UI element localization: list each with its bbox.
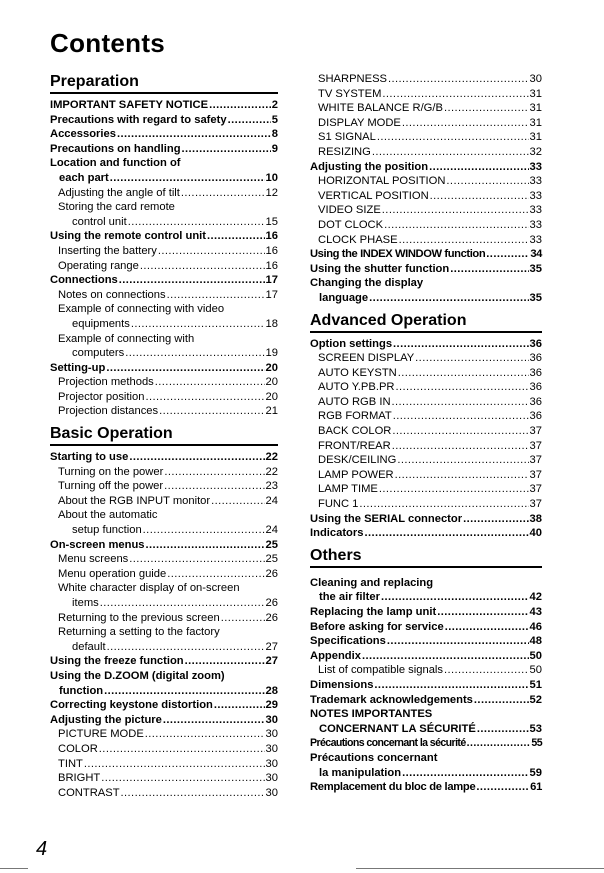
toc-entry[interactable]: Using the freeze function ..... 27 bbox=[50, 654, 278, 669]
toc-subentry[interactable]: AUTO KEYSTN ..... 36 bbox=[310, 366, 542, 381]
toc-subentry[interactable]: PICTURE MODE ..... 30 bbox=[50, 727, 278, 742]
toc-subentry[interactable]: DISPLAY MODE ..... 31 bbox=[310, 116, 542, 131]
toc-entry[interactable]: Starting to use ..... 22 bbox=[50, 450, 278, 465]
footer-rule bbox=[0, 868, 28, 869]
toc-subentry[interactable]: RGB FORMAT ..... 36 bbox=[310, 409, 542, 424]
toc-subentry[interactable]: LAMP TIME ..... 37 bbox=[310, 482, 542, 497]
toc-subentry[interactable]: Operating range ..... 16 bbox=[50, 259, 278, 274]
toc-entry[interactable]: Replacing the lamp unit ..... 43 bbox=[310, 605, 542, 620]
toc-subentry[interactable]: Adjusting the angle of tilt ..... 12 bbox=[50, 186, 278, 201]
toc-entry-line: Using the D.ZOOM (digital zoom) bbox=[50, 669, 225, 682]
toc-subentry[interactable]: Turning on the power ..... 22 bbox=[50, 465, 278, 480]
toc-subentry[interactable]: AUTO Y.PB.PR ..... 36 bbox=[310, 380, 542, 395]
toc-entry[interactable]: IMPORTANT SAFETY NOTICE ..... 2 bbox=[50, 98, 278, 113]
section-heading-advanced-operation: Advanced Operation bbox=[310, 311, 542, 333]
toc-subentry[interactable]: Projection methods ..... 20 bbox=[50, 375, 278, 390]
toc-subentry-line: White character display of on-screen bbox=[58, 582, 240, 595]
toc-subentry[interactable]: DOT CLOCK ..... 33 bbox=[310, 218, 542, 233]
toc-subentry[interactable]: Returning to the previous screen ..... 26 bbox=[50, 611, 278, 626]
toc-subentry[interactable]: COLOR ..... 30 bbox=[50, 742, 278, 757]
toc-entry[interactable]: the air filter ..... 42 bbox=[310, 590, 542, 605]
toc-entry[interactable]: Using the INDEX WINDOW function ..... 34 bbox=[310, 247, 542, 262]
toc-subentry[interactable]: items ..... 26 bbox=[50, 596, 278, 611]
toc-subentry[interactable]: BRIGHT ..... 30 bbox=[50, 771, 278, 786]
toc-right-column bbox=[310, 72, 542, 795]
toc-entry[interactable]: Connections ..... 17 bbox=[50, 273, 278, 288]
toc-entry[interactable]: la manipulation ..... 59 bbox=[310, 766, 542, 781]
toc-subentry[interactable]: About the RGB INPUT monitor ..... 24 bbox=[50, 494, 278, 509]
toc-subentry[interactable]: Menu screens ..... 25 bbox=[50, 552, 278, 567]
toc-entry[interactable]: function ..... 28 bbox=[50, 684, 278, 699]
toc-subentry[interactable]: Menu operation guide ..... 26 bbox=[50, 567, 278, 582]
toc-entry[interactable]: Specifications ..... 48 bbox=[310, 634, 542, 649]
footer-rule bbox=[356, 868, 604, 869]
toc-left-column bbox=[50, 72, 278, 800]
toc-subentry[interactable]: Notes on connections ..... 17 bbox=[50, 288, 278, 303]
toc-entry[interactable]: Precautions on handling ..... 9 bbox=[50, 142, 278, 157]
toc-subentry[interactable]: DESK/CEILING ..... 37 bbox=[310, 453, 542, 468]
toc-subentry[interactable]: AUTO RGB IN ..... 36 bbox=[310, 395, 542, 410]
toc-subentry[interactable]: TINT ..... 30 bbox=[50, 757, 278, 772]
toc-subentry[interactable]: LAMP POWER ..... 37 bbox=[310, 468, 542, 483]
toc-subentry[interactable]: equipments ..... 18 bbox=[50, 317, 278, 332]
toc-entry[interactable]: Using the shutter function ..... 35 bbox=[310, 262, 542, 277]
toc-subentry[interactable]: setup function ..... 24 bbox=[50, 523, 278, 538]
toc-entry[interactable]: Trademark acknowledgements ..... 52 bbox=[310, 693, 542, 708]
toc-subentry[interactable]: Turning off the power ..... 23 bbox=[50, 479, 278, 494]
toc-subentry[interactable]: List of compatible signals ..... 50 bbox=[310, 663, 542, 678]
toc-entry-line: Cleaning and replacing bbox=[310, 576, 434, 589]
toc-subentry-line: Example of connecting with bbox=[58, 332, 195, 345]
toc-entry[interactable]: Accessories ..... 8 bbox=[50, 127, 278, 142]
page-number: 4 bbox=[36, 838, 48, 860]
toc-entry[interactable]: Using the SERIAL connector ..... 38 bbox=[310, 512, 542, 527]
toc-entry[interactable]: each part ..... 10 bbox=[50, 171, 278, 186]
section-heading-others: Others bbox=[310, 546, 542, 568]
toc-subentry[interactable]: VIDEO SIZE ..... 33 bbox=[310, 203, 542, 218]
toc-entry[interactable]: Using the remote control unit ..... 16 bbox=[50, 229, 278, 244]
toc-subentry[interactable]: CLOCK PHASE ..... 33 bbox=[310, 233, 542, 248]
toc-subentry[interactable]: FUNC 1 ..... 37 bbox=[310, 497, 542, 512]
toc-entry[interactable]: Appendix ..... 50 bbox=[310, 649, 542, 664]
toc-subentry-line: Example of connecting with video bbox=[58, 303, 225, 316]
toc-entry-line: NOTES IMPORTANTES bbox=[310, 708, 433, 721]
toc-entry[interactable]: On-screen menus ..... 25 bbox=[50, 538, 278, 553]
toc-entry-line: Précautions concernant bbox=[310, 751, 438, 764]
toc-subentry[interactable]: default ..... 27 bbox=[50, 640, 278, 655]
toc-entry[interactable]: Correcting keystone distortion ..... 29 bbox=[50, 698, 278, 713]
toc-entry-line: Changing the display bbox=[310, 277, 424, 290]
toc-subentry[interactable]: SHARPNESS ..... 30 bbox=[310, 72, 542, 87]
toc-entry[interactable]: Adjusting the position ..... 33 bbox=[310, 160, 542, 175]
toc-subentry-line: Returning a setting to the factory bbox=[58, 626, 220, 639]
toc-subentry[interactable]: control unit ..... 15 bbox=[50, 215, 278, 230]
toc-subentry[interactable]: computers ..... 19 bbox=[50, 346, 278, 361]
toc-subentry[interactable]: FRONT/REAR ..... 37 bbox=[310, 439, 542, 454]
toc-subentry[interactable]: RESIZING ..... 32 bbox=[310, 145, 542, 160]
toc-entry[interactable]: Option settings ..... 36 bbox=[310, 337, 542, 352]
toc-entry[interactable]: CONCERNANT LA SÉCURITÉ ..... 53 bbox=[310, 722, 542, 737]
toc-subentry[interactable]: VERTICAL POSITION ..... 33 bbox=[310, 189, 542, 204]
toc-entry[interactable]: Adjusting the picture ..... 30 bbox=[50, 713, 278, 728]
toc-subentry[interactable]: CONTRAST ..... 30 bbox=[50, 786, 278, 801]
toc-entry[interactable]: Précautions concernant la sécurité ..... 55 bbox=[310, 736, 542, 751]
toc-subentry[interactable]: S1 SIGNAL ..... 31 bbox=[310, 130, 542, 145]
toc-subentry[interactable]: BACK COLOR ..... 37 bbox=[310, 424, 542, 439]
toc-entry[interactable]: Setting-up ..... 20 bbox=[50, 361, 278, 376]
toc-subentry[interactable]: SCREEN DISPLAY ..... 36 bbox=[310, 351, 542, 366]
page-title: Contents bbox=[50, 28, 166, 58]
toc-subentry-line: About the automatic bbox=[58, 509, 158, 522]
toc-subentry[interactable]: Projection distances ..... 21 bbox=[50, 404, 278, 419]
toc-subentry[interactable]: Projector position ..... 20 bbox=[50, 390, 278, 405]
section-heading-basic-operation: Basic Operation bbox=[50, 424, 278, 446]
toc-subentry[interactable]: Inserting the battery ..... 16 bbox=[50, 244, 278, 259]
toc-subentry[interactable]: HORIZONTAL POSITION ..... 33 bbox=[310, 174, 542, 189]
section-heading-preparation: Preparation bbox=[50, 72, 278, 94]
toc-entry[interactable]: language ..... 35 bbox=[310, 291, 542, 306]
toc-entry[interactable]: Before asking for service ..... 46 bbox=[310, 620, 542, 635]
toc-subentry[interactable]: TV SYSTEM ..... 31 bbox=[310, 87, 542, 102]
toc-entry[interactable]: Remplacement du bloc de lampe ..... 61 bbox=[310, 780, 542, 795]
toc-entry-line: Location and function of bbox=[50, 157, 181, 170]
toc-subentry-line: Storing the card remote bbox=[58, 201, 175, 214]
toc-entry[interactable]: Indicators ..... 40 bbox=[310, 526, 542, 541]
toc-subentry[interactable]: WHITE BALANCE R/G/B ..... 31 bbox=[310, 101, 542, 116]
toc-entry[interactable]: Dimensions ..... 51 bbox=[310, 678, 542, 693]
toc-entry[interactable]: Precautions with regard to safety ..... 5 bbox=[50, 113, 278, 128]
